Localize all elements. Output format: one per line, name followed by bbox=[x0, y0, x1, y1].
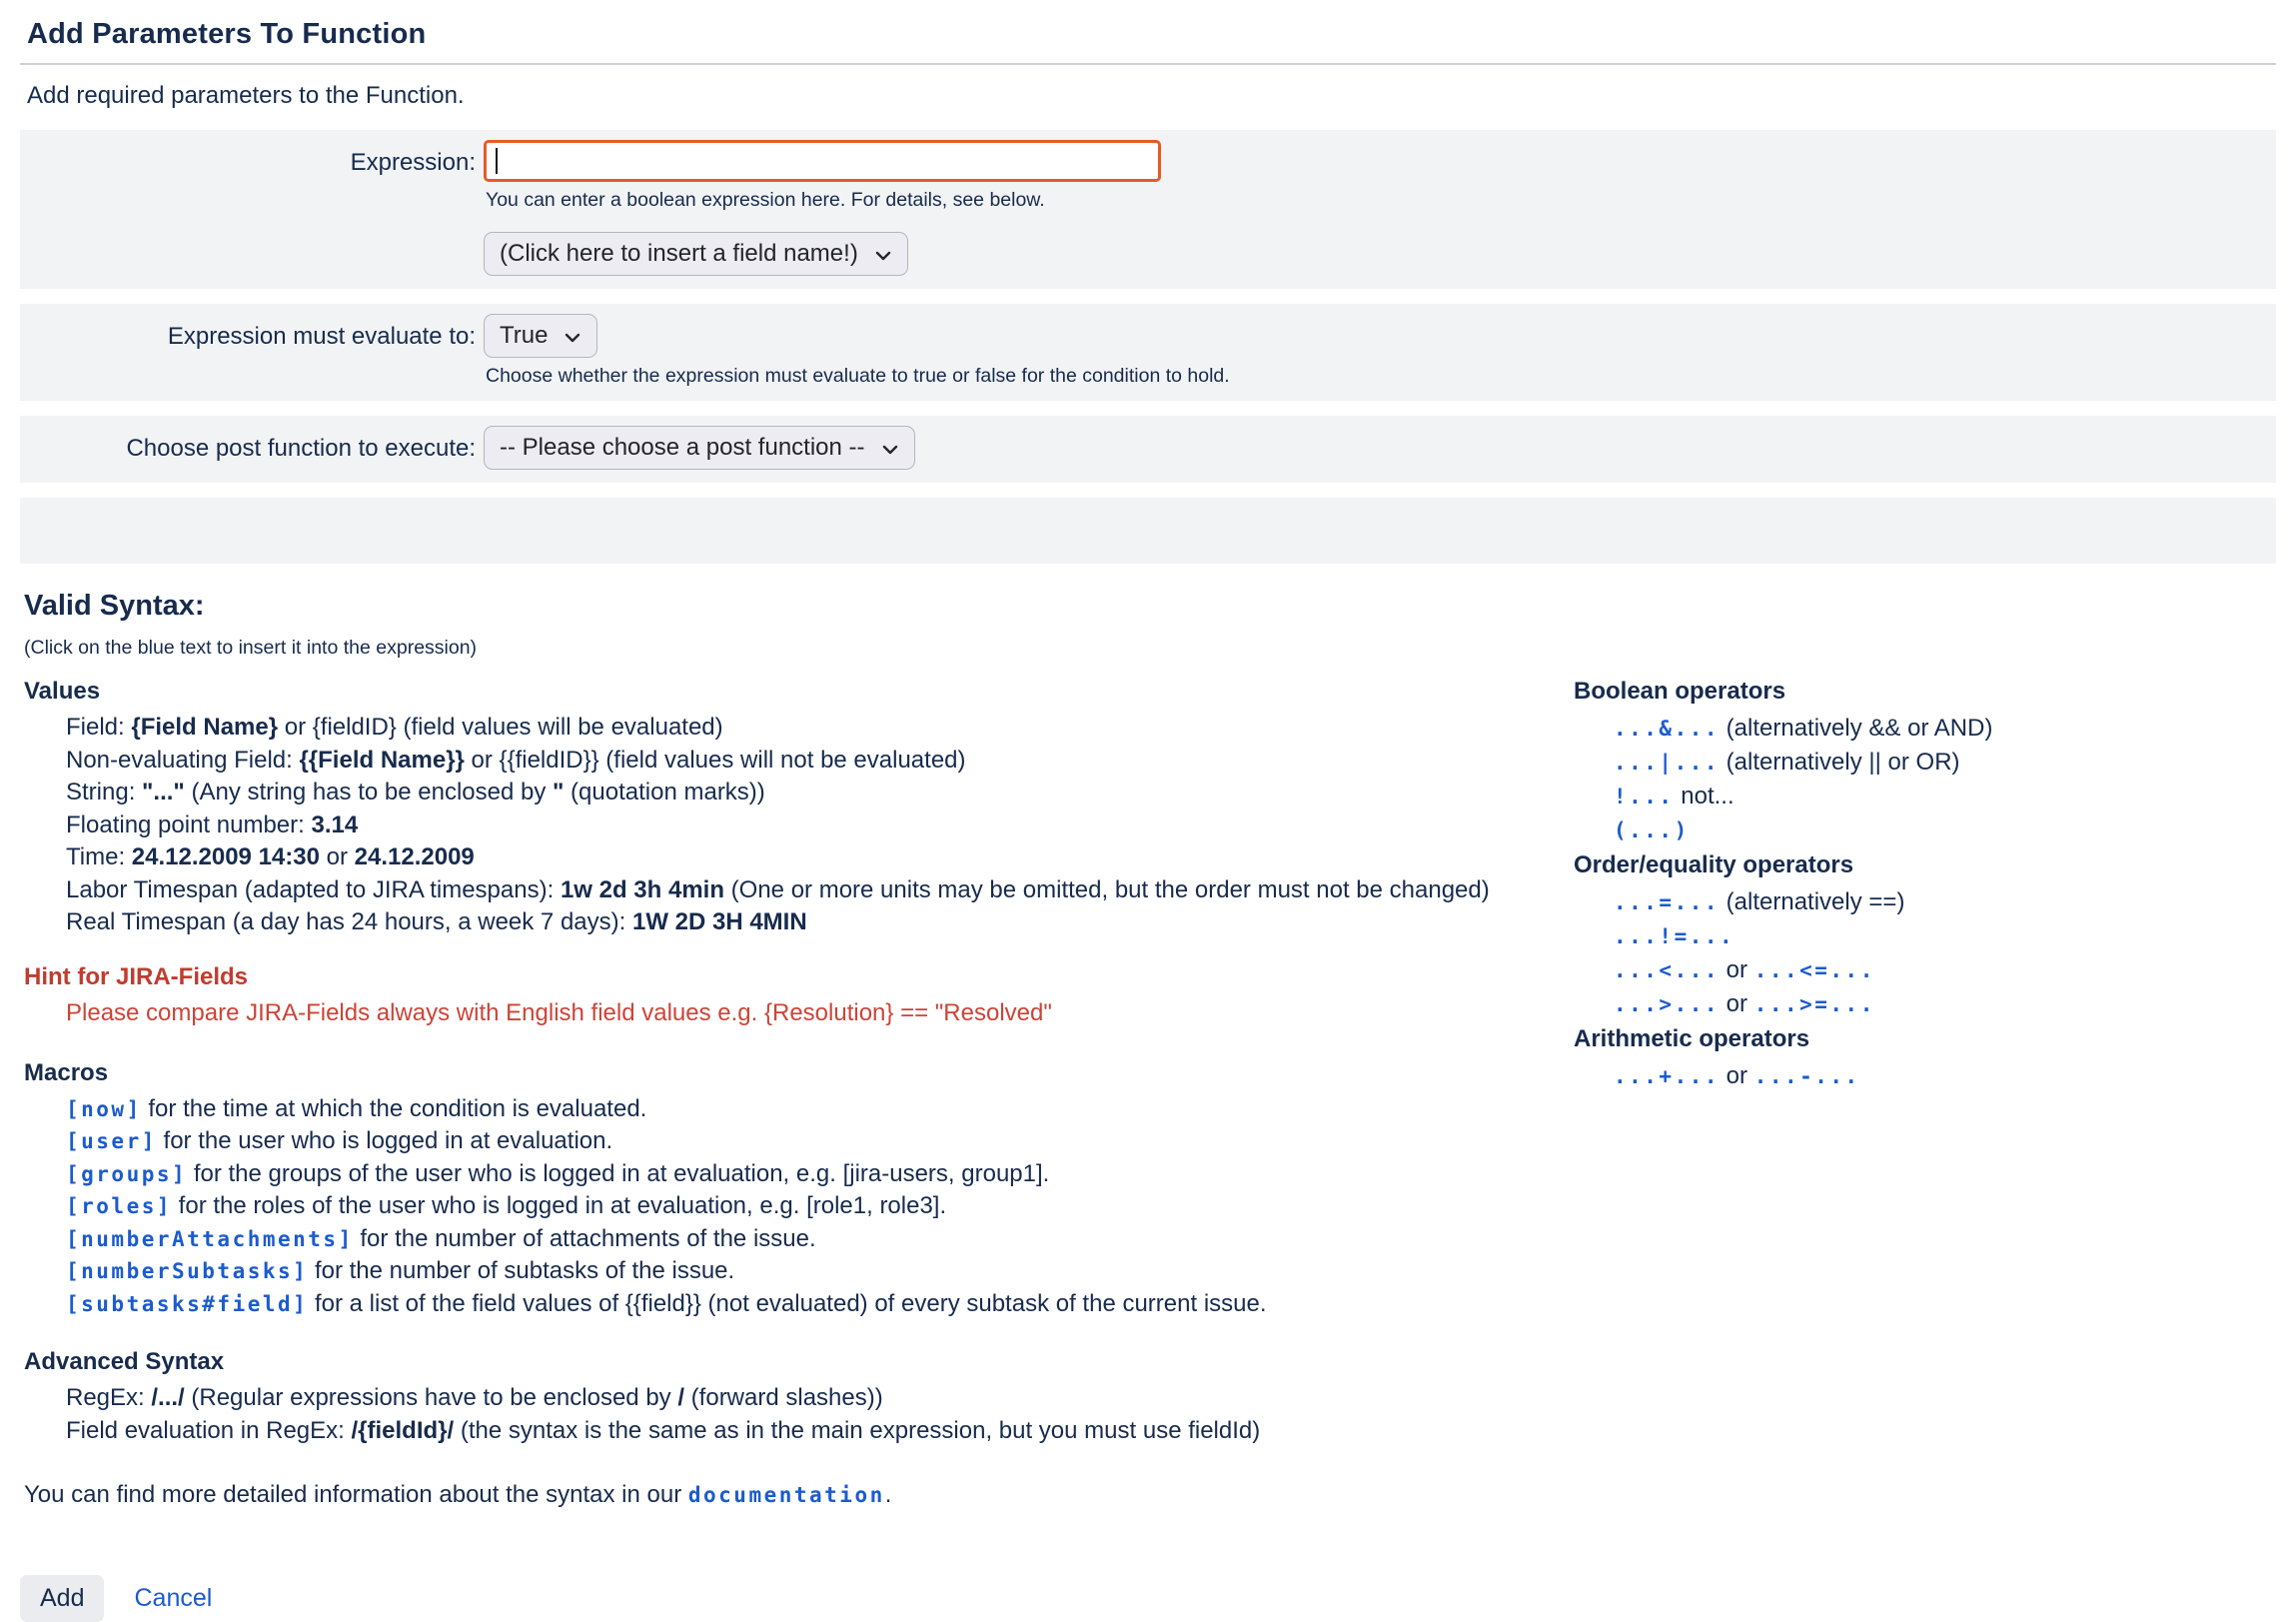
field-picker-value: (Click here to insert a field name!) bbox=[500, 240, 858, 267]
syntax-line bbox=[66, 712, 1570, 745]
evaluate-label: Expression must evaluate to: bbox=[167, 323, 476, 350]
text-segment: Floating point number: bbox=[66, 811, 312, 838]
arithmetic-operators-list bbox=[1570, 1059, 2276, 1093]
syntax-line bbox=[1614, 712, 2276, 746]
macro-snippet[interactable]: [groups] bbox=[66, 1161, 188, 1186]
page-title: Add Parameters To Function bbox=[20, 0, 2276, 65]
cancel-link[interactable]: Cancel bbox=[134, 1584, 213, 1612]
syntax-line bbox=[1614, 953, 2276, 987]
syntax-line bbox=[66, 745, 1570, 778]
valid-syntax-note: (Click on the blue text to insert it into the expression) bbox=[24, 637, 478, 659]
operator-snippet[interactable]: ...|... bbox=[1614, 751, 1721, 775]
operator-snippet[interactable]: ...&... bbox=[1614, 717, 1721, 741]
text-segment: You can find more detailed information about the syntax in our bbox=[24, 1481, 688, 1508]
text-segment: Field: bbox=[66, 714, 132, 741]
text-segment: for the number of attachments of the issue. bbox=[353, 1224, 816, 1252]
text-segment: Field evaluation in RegEx: bbox=[66, 1416, 352, 1444]
syntax-line bbox=[66, 841, 1570, 874]
macros-heading: Macros bbox=[24, 1058, 109, 1086]
expression-input[interactable] bbox=[484, 140, 1161, 182]
text-segment: / bbox=[677, 1384, 685, 1411]
text-segment: Non-evaluating Field: bbox=[66, 746, 300, 774]
syntax-line bbox=[66, 1158, 1570, 1191]
macro-snippet[interactable]: [numberAttachments] bbox=[66, 1226, 354, 1251]
operator-snippet[interactable]: ...>... bbox=[1614, 992, 1721, 1016]
text-segment: String: bbox=[66, 779, 143, 806]
evaluate-value: True bbox=[500, 322, 549, 349]
text-segment: (the syntax is the same as in the main expression, but you must use fieldId) bbox=[454, 1416, 1261, 1444]
chevron-down-icon bbox=[874, 249, 892, 263]
macro-snippet[interactable]: [user] bbox=[66, 1129, 157, 1153]
text-segment: for the number of subtasks of the issue. bbox=[308, 1257, 735, 1284]
text-segment: 24.12.2009 bbox=[354, 843, 475, 870]
values-heading: Values bbox=[24, 678, 101, 705]
syntax-line bbox=[66, 1255, 1570, 1288]
boolean-operators-heading: Boolean operators bbox=[1574, 678, 1786, 705]
text-segment: 3.14 bbox=[311, 811, 359, 838]
text-segment: or bbox=[1720, 956, 1754, 983]
text-segment: for the user who is logged in at evaluation. bbox=[156, 1127, 613, 1154]
syntax-line bbox=[66, 777, 1570, 810]
jira-fields-hint-heading: Hint for JIRA-Fields bbox=[24, 962, 249, 990]
text-segment: for the groups of the user who is logged in at evaluation, e.g. [jira-users, group1]. bbox=[187, 1159, 1050, 1187]
add-button[interactable]: Add bbox=[20, 1575, 104, 1622]
text-segment: for the time at which the condition is evaluated. bbox=[141, 1094, 647, 1122]
valid-syntax-title: Valid Syntax: bbox=[24, 590, 205, 622]
syntax-line bbox=[1614, 1059, 2276, 1093]
text-segment: 1W 2D 3H 4MIN bbox=[631, 908, 807, 935]
text-segment: {{Field Name}} bbox=[299, 746, 465, 774]
jira-fields-hint-text: Please compare JIRA-Fields always with English field values e.g. {Resolution} == "Resolved" bbox=[66, 998, 1052, 1026]
syntax-column-left bbox=[20, 670, 1570, 1447]
post-function-label: Choose post function to execute: bbox=[126, 435, 476, 462]
text-segment: (Regular expressions have to be enclosed by bbox=[184, 1384, 678, 1411]
text-segment: (alternatively && or AND) bbox=[1720, 715, 1993, 742]
macro-snippet[interactable]: [now] bbox=[66, 1096, 142, 1121]
macros-list bbox=[20, 1093, 1570, 1321]
text-segment: " bbox=[553, 779, 565, 806]
boolean-operators-list bbox=[1570, 712, 2276, 847]
text-segment: /.../ bbox=[151, 1384, 185, 1411]
operator-snippet[interactable]: ...<... bbox=[1614, 958, 1721, 982]
operator-snippet[interactable]: ...+... bbox=[1614, 1064, 1721, 1088]
empty-band bbox=[20, 498, 2276, 564]
text-cursor bbox=[496, 148, 498, 174]
text-segment: or bbox=[1720, 1062, 1754, 1089]
form-actions bbox=[20, 1575, 2276, 1622]
text-segment: {Field Name} bbox=[131, 714, 279, 741]
values-list bbox=[20, 712, 1570, 939]
arithmetic-operators-heading: Arithmetic operators bbox=[1574, 1025, 1810, 1052]
syntax-line bbox=[66, 906, 1570, 939]
spacer bbox=[484, 212, 2276, 232]
text-segment: (One or more units may be omitted, but the order must not be changed) bbox=[724, 875, 1490, 903]
expression-label: Expression: bbox=[350, 149, 476, 176]
field-picker-select[interactable] bbox=[484, 232, 908, 276]
operator-snippet[interactable]: !... bbox=[1614, 785, 1675, 809]
text-segment: . bbox=[884, 1481, 892, 1508]
text-segment: (forward slashes)) bbox=[684, 1384, 883, 1411]
text-segment: (quotation marks)) bbox=[564, 779, 765, 806]
chevron-down-icon bbox=[564, 331, 581, 345]
text-segment: or bbox=[319, 843, 355, 870]
syntax-line bbox=[1614, 780, 2276, 813]
operator-snippet[interactable]: ...=... bbox=[1614, 890, 1721, 914]
text-segment: Real Timespan (a day has 24 hours, a week 7 days): bbox=[66, 908, 632, 935]
text-segment: for the roles of the user who is logged in at evaluation, e.g. [role1, role3]. bbox=[172, 1192, 947, 1219]
advanced-syntax-heading: Advanced Syntax bbox=[24, 1348, 225, 1375]
post-function-band bbox=[20, 416, 2276, 483]
operator-snippet[interactable]: ...-... bbox=[1753, 1064, 1860, 1088]
post-function-select[interactable] bbox=[484, 426, 915, 470]
text-segment: not... bbox=[1674, 783, 1734, 810]
operator-snippet[interactable]: (...) bbox=[1614, 818, 1690, 842]
order-operators-list bbox=[1570, 885, 2276, 1021]
documentation-link[interactable]: documentation bbox=[687, 1483, 885, 1507]
post-function-value: -- Please choose a post function -- bbox=[500, 434, 865, 461]
text-segment: or bbox=[1720, 990, 1754, 1017]
text-segment: Labor Timespan (adapted to JIRA timespans): bbox=[66, 875, 561, 903]
documentation-note bbox=[24, 1481, 2276, 1509]
text-segment: or {fieldID} (field values will be evaluated) bbox=[278, 714, 723, 741]
text-segment: RegEx: bbox=[66, 1384, 152, 1411]
syntax-line bbox=[1614, 987, 2276, 1021]
syntax-line bbox=[66, 1288, 1570, 1321]
operator-snippet[interactable]: ...>=... bbox=[1753, 992, 1875, 1016]
syntax-line bbox=[66, 810, 1570, 842]
syntax-line bbox=[1614, 919, 2276, 953]
syntax-line bbox=[66, 1190, 1570, 1223]
advanced-syntax-list bbox=[20, 1382, 1570, 1447]
text-segment: "..." bbox=[142, 779, 185, 806]
chevron-down-icon bbox=[881, 443, 899, 457]
syntax-line bbox=[66, 1382, 1570, 1415]
syntax-line bbox=[66, 874, 1570, 907]
expression-help: You can enter a boolean expression here. For details, see below. bbox=[486, 189, 1045, 211]
text-segment: 24.12.2009 14:30 bbox=[131, 843, 320, 870]
evaluate-band bbox=[20, 304, 2276, 401]
syntax-line bbox=[66, 1415, 1570, 1448]
macro-snippet[interactable]: [numberSubtasks] bbox=[66, 1259, 309, 1283]
operator-snippet[interactable]: ...!=... bbox=[1614, 924, 1735, 948]
macro-snippet[interactable]: [roles] bbox=[66, 1194, 173, 1218]
order-operators-heading: Order/equality operators bbox=[1574, 851, 1854, 878]
text-segment: 1w 2d 3h 4min bbox=[560, 875, 724, 903]
page-subtitle: Add required parameters to the Function. bbox=[27, 82, 465, 109]
expression-band bbox=[20, 130, 2276, 289]
evaluate-select[interactable] bbox=[484, 314, 597, 358]
evaluate-help: Choose whether the expression must evaluate to true or false for the condition to hold. bbox=[486, 365, 1230, 387]
text-segment: or {{fieldID}} (field values will not be evaluated) bbox=[464, 746, 966, 774]
syntax-line bbox=[66, 1093, 1570, 1126]
syntax-column-right bbox=[1570, 670, 2276, 1093]
syntax-line bbox=[66, 1223, 1570, 1256]
macro-snippet[interactable]: [subtasks#field] bbox=[66, 1291, 309, 1316]
syntax-line bbox=[1614, 813, 2276, 847]
syntax-columns bbox=[20, 670, 2276, 1447]
text-segment: (alternatively ==) bbox=[1720, 888, 1905, 915]
text-segment: for a list of the field values of {{field}} (not evaluated) of every subtask of the current issue. bbox=[308, 1289, 1267, 1317]
text-segment: (alternatively || or OR) bbox=[1720, 749, 1960, 776]
operator-snippet[interactable]: ...<=... bbox=[1753, 958, 1875, 982]
syntax-line bbox=[1614, 746, 2276, 780]
text-segment: Time: bbox=[66, 843, 132, 870]
text-segment: /{fieldId}/ bbox=[351, 1416, 455, 1444]
syntax-line bbox=[66, 1125, 1570, 1158]
syntax-line bbox=[1614, 885, 2276, 919]
text-segment: (Any string has to be enclosed by bbox=[184, 779, 553, 806]
